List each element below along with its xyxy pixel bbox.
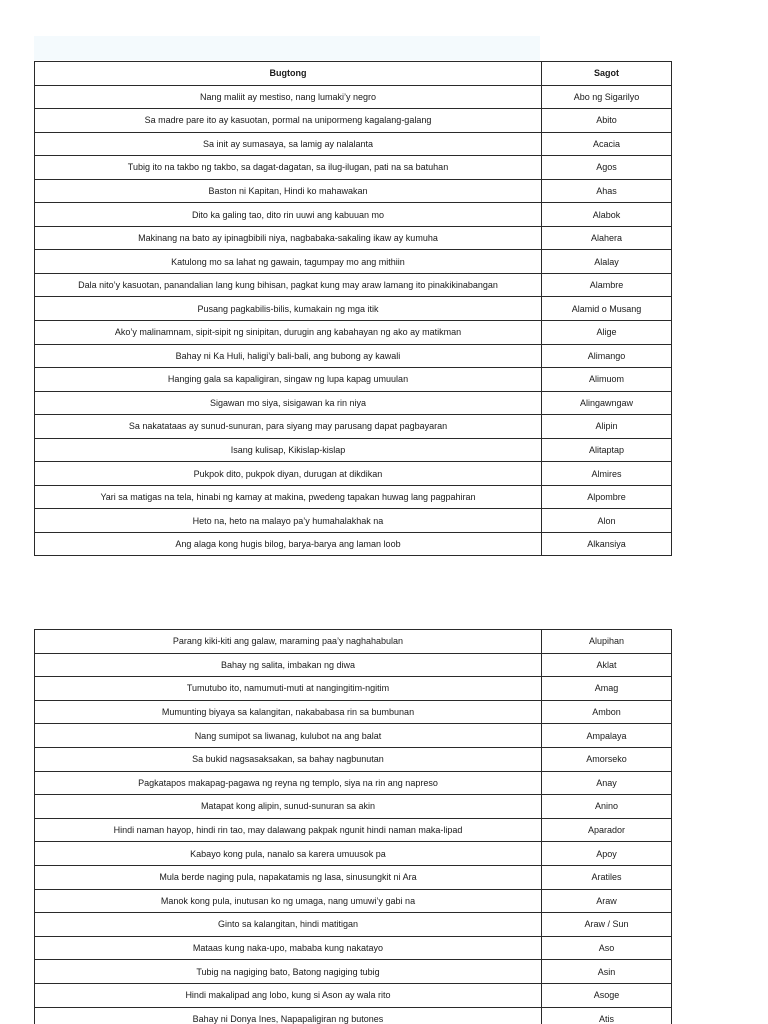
- table-row: [35, 724, 672, 748]
- riddle-question: Pagkatapos makapag-pagawa ng reyna ng templo, siya na rin ang napreso: [35, 771, 542, 795]
- riddle-answer: Asoge: [542, 983, 672, 1007]
- table-row: [35, 462, 672, 486]
- riddle-answer: Alige: [542, 321, 672, 345]
- riddle-answer: Abito: [542, 109, 672, 133]
- riddle-answer: Aratiles: [542, 865, 672, 889]
- table-row: [35, 344, 672, 368]
- riddle-answer: Alpombre: [542, 485, 672, 509]
- riddle-answer: Aso: [542, 936, 672, 960]
- riddle-question: Nang sumipot sa liwanag, kulubot na ang balat: [35, 724, 542, 748]
- riddle-answer: Anino: [542, 795, 672, 819]
- table-row: [35, 842, 672, 866]
- riddle-answer: Alalay: [542, 250, 672, 274]
- riddle-answer: Abo ng Sigarilyo: [542, 85, 672, 109]
- table-row: [35, 485, 672, 509]
- table-row: [35, 415, 672, 439]
- riddle-question: Hanging gala sa kapaligiran, singaw ng lupa kapag umuulan: [35, 368, 542, 392]
- riddle-question: Heto na, heto na malayo pa’y humahalakhak na: [35, 509, 542, 533]
- riddle-question: Katulong mo sa lahat ng gawain, tagumpay mo ang mithiin: [35, 250, 542, 274]
- table-row: [35, 156, 672, 180]
- riddle-table-1: [34, 61, 672, 556]
- riddle-question: Ako’y malinamnam, sipit-sipit ng sinipitan, durugin ang kabahayan ng ako ay matikman: [35, 321, 542, 345]
- riddle-question: Ang alaga kong hugis bilog, barya-barya ang laman loob: [35, 532, 542, 556]
- riddle-answer: Alipin: [542, 415, 672, 439]
- riddle-question: Manok kong pula, inutusan ko ng umaga, nang umuwi’y gabi na: [35, 889, 542, 913]
- table-row: [35, 250, 672, 274]
- riddle-answer: Alingawngaw: [542, 391, 672, 415]
- riddle-answer: Anay: [542, 771, 672, 795]
- table-row: [35, 795, 672, 819]
- riddle-question: Mumunting biyaya sa kalangitan, nakababasa rin sa bumbunan: [35, 700, 542, 724]
- riddle-answer: Amag: [542, 677, 672, 701]
- table-row: [35, 438, 672, 462]
- table-row: [35, 179, 672, 203]
- table-row: [35, 818, 672, 842]
- table-row: [35, 936, 672, 960]
- table-row: [35, 132, 672, 156]
- riddle-question: Sigawan mo siya, sisigawan ka rin niya: [35, 391, 542, 415]
- table-row: [35, 509, 672, 533]
- table-row: [35, 203, 672, 227]
- header-answer: Sagot: [542, 62, 672, 86]
- riddle-answer: Aklat: [542, 653, 672, 677]
- riddle-question: Bahay ng salita, imbakan ng diwa: [35, 653, 542, 677]
- riddle-question: Tubig ito na takbo ng takbo, sa dagat-dagatan, sa ilug-ilugan, pati na sa batuhan: [35, 156, 542, 180]
- riddle-answer: Araw: [542, 889, 672, 913]
- table-row: [35, 960, 672, 984]
- table-caption-band: [34, 36, 540, 60]
- riddle-question: Ginto sa kalangitan, hindi matitigan: [35, 913, 542, 937]
- table-row: [35, 321, 672, 345]
- table-row: [35, 1007, 672, 1024]
- riddle-question: Yari sa matigas na tela, hinabi ng kamay at makina, pwedeng tapakan huwag lang pagpahiran: [35, 485, 542, 509]
- table-row: [35, 889, 672, 913]
- riddle-question: Bahay ni Donya Ines, Napapaligiran ng butones: [35, 1007, 542, 1024]
- riddle-answer: Almires: [542, 462, 672, 486]
- riddle-question: Sa nakatataas ay sunud-sunuran, para siyang may parusang dapat pagbayaran: [35, 415, 542, 439]
- table-row: [35, 653, 672, 677]
- riddle-question: Sa bukid nagsasaksakan, sa bahay nagbunutan: [35, 747, 542, 771]
- table-row: [35, 226, 672, 250]
- riddle-question: Sa init ay sumasaya, sa lamig ay nalalanta: [35, 132, 542, 156]
- riddle-table-2: [34, 629, 672, 1024]
- riddle-question: Hindi naman hayop, hindi rin tao, may dalawang pakpak ngunit hindi naman maka-lipad: [35, 818, 542, 842]
- table-row: [35, 913, 672, 937]
- riddle-question: Pusang pagkabilis-bilis, kumakain ng mga itik: [35, 297, 542, 321]
- riddle-question: Parang kiki-kiti ang galaw, maraming paa’y naghahabulan: [35, 630, 542, 654]
- riddle-answer: Apoy: [542, 842, 672, 866]
- riddle-answer: Alahera: [542, 226, 672, 250]
- table-row: [35, 391, 672, 415]
- riddle-answer: Alitaptap: [542, 438, 672, 462]
- table-row: [35, 273, 672, 297]
- table-row: [35, 677, 672, 701]
- riddle-answer: Alambre: [542, 273, 672, 297]
- riddle-question: Sa madre pare ito ay kasuotan, pormal na unipormeng kagalang-galang: [35, 109, 542, 133]
- riddle-question: Kabayo kong pula, nanalo sa karera umuusok pa: [35, 842, 542, 866]
- riddle-answer: Asin: [542, 960, 672, 984]
- riddle-answer: Alabok: [542, 203, 672, 227]
- riddle-answer: Alimango: [542, 344, 672, 368]
- riddle-answer: Alupihan: [542, 630, 672, 654]
- riddle-question: Tubig na nagiging bato, Batong nagiging tubig: [35, 960, 542, 984]
- riddle-answer: Araw / Sun: [542, 913, 672, 937]
- table-row: [35, 297, 672, 321]
- table-row: [35, 865, 672, 889]
- table-row: [35, 532, 672, 556]
- riddle-question: Mula berde naging pula, napakatamis ng lasa, sinusungkit ni Ara: [35, 865, 542, 889]
- table-row: [35, 630, 672, 654]
- table-row: [35, 700, 672, 724]
- riddle-question: Tumutubo ito, namumuti-muti at nangingitim-ngitim: [35, 677, 542, 701]
- riddle-question: Matapat kong alipin, sunud-sunuran sa akin: [35, 795, 542, 819]
- riddle-question: Dala nito’y kasuotan, panandalian lang kung bihisan, pagkat kung may araw lamang ito pinakikinabangan: [35, 273, 542, 297]
- riddle-answer: Atis: [542, 1007, 672, 1024]
- riddle-answer: Amorseko: [542, 747, 672, 771]
- riddle-question: Isang kulisap, Kikislap-kislap: [35, 438, 542, 462]
- riddle-question: Hindi makalipad ang lobo, kung si Ason ay wala rito: [35, 983, 542, 1007]
- table-row: [35, 368, 672, 392]
- riddle-answer: Ahas: [542, 179, 672, 203]
- riddle-question: Baston ni Kapitan, Hindi ko mahawakan: [35, 179, 542, 203]
- riddle-answer: Alon: [542, 509, 672, 533]
- riddle-answer: Acacia: [542, 132, 672, 156]
- riddle-question: Bahay ni Ka Huli, haligi’y bali-bali, ang bubong ay kawali: [35, 344, 542, 368]
- table-row: [35, 109, 672, 133]
- table-row: [35, 771, 672, 795]
- riddle-answer: Ambon: [542, 700, 672, 724]
- riddle-question: Nang maliit ay mestiso, nang lumaki’y negro: [35, 85, 542, 109]
- riddle-answer: Alkansiya: [542, 532, 672, 556]
- riddle-answer: Ampalaya: [542, 724, 672, 748]
- riddle-answer: Alimuom: [542, 368, 672, 392]
- header-question: Bugtong: [35, 62, 542, 86]
- riddle-answer: Alamid o Musang: [542, 297, 672, 321]
- table-row: [35, 983, 672, 1007]
- riddle-question: Makinang na bato ay ipinagbibili niya, nagbabaka-sakaling ikaw ay kumuha: [35, 226, 542, 250]
- table-header-row: [35, 62, 672, 86]
- riddle-answer: Aparador: [542, 818, 672, 842]
- riddle-question: Mataas kung naka-upo, mababa kung nakatayo: [35, 936, 542, 960]
- riddle-question: Dito ka galing tao, dito rin uuwi ang kabuuan mo: [35, 203, 542, 227]
- riddle-answer: Agos: [542, 156, 672, 180]
- table-row: [35, 747, 672, 771]
- riddle-question: Pukpok dito, pukpok diyan, durugan at dikdikan: [35, 462, 542, 486]
- table-row: [35, 85, 672, 109]
